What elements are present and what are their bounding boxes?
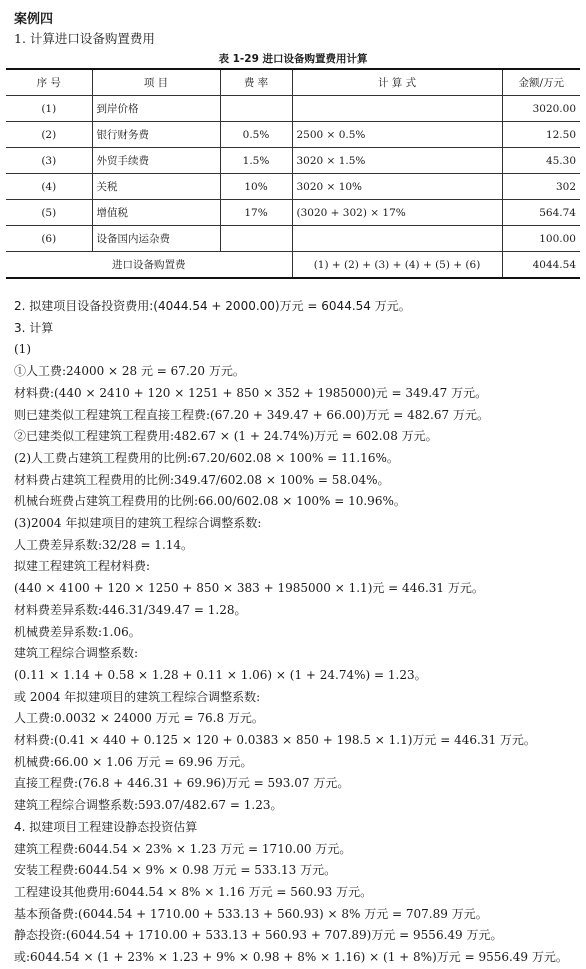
- cell-rate: [220, 226, 292, 252]
- header-rate: 费 率: [220, 69, 292, 96]
- cell-amount: 3020.00: [502, 96, 580, 122]
- cell-rate: 10%: [220, 174, 292, 200]
- cell-rate: [220, 96, 292, 122]
- cell-amount: 12.50: [502, 122, 580, 148]
- text-line: (1): [14, 342, 31, 357]
- cell-no: (5): [6, 200, 92, 226]
- header-formula: 计 算 式: [292, 69, 502, 96]
- text-line: 工程建设其他费用:6044.54 × 8% × 1.16 万元 = 560.93 万元。: [14, 884, 373, 899]
- text-line: 3. 计算: [14, 320, 54, 335]
- text-line: 材料费差异系数:446.31/349.47 = 1.28。: [14, 602, 247, 617]
- text-line: 2. 拟建项目设备投资费用:(4044.54 + 2000.00)万元 = 6044.54 万元。: [14, 299, 411, 313]
- cell-amount: 45.30: [502, 148, 580, 174]
- case-heading: 案例四: [14, 12, 54, 27]
- cell-no: (6): [6, 226, 92, 252]
- text-line: 则已建类似工程建筑工程直接工程费:(67.20 + 349.47 + 66.00)万元 = 482.67 万元。: [14, 407, 489, 422]
- text-line: 基本预备费:(6044.54 + 1710.00 + 533.13 + 560.93) × 8% 万元 = 707.89 万元。: [14, 906, 488, 921]
- table-row: [6, 148, 580, 174]
- cell-no: (4): [6, 174, 92, 200]
- cell-formula: [292, 226, 502, 252]
- cell-no: (2): [6, 122, 92, 148]
- cell-item: 到岸价格: [92, 96, 220, 122]
- cell-item: 关税: [92, 174, 220, 200]
- text-line: 人工费:0.0032 × 24000 万元 = 76.8 万元。: [14, 711, 264, 726]
- cell-rate: 17%: [220, 200, 292, 226]
- text-line: 人工费差异系数:32/28 = 1.14。: [14, 537, 194, 552]
- table-caption: 表 1-29 进口设备购置费用计算: [218, 53, 368, 65]
- header-item: 项 目: [92, 69, 220, 96]
- cell-item: 增值税: [92, 200, 220, 226]
- text-line: (2)人工费占建筑工程费用的比例:67.20/602.08 × 100% = 11.16%。: [14, 450, 399, 465]
- cell-formula: 2500 × 0.5%: [292, 122, 502, 148]
- text-line: 直接工程费:(76.8 + 446.31 + 69.96)万元 = 593.07 万元。: [14, 776, 350, 791]
- total-amount: 4044.54: [502, 252, 580, 279]
- cell-no: (3): [6, 148, 92, 174]
- text-line: 机械费差异系数:1.06。: [14, 624, 141, 639]
- table-row: [6, 226, 580, 252]
- table-total-row: [6, 252, 580, 279]
- table-header-row: [6, 69, 580, 96]
- cell-amount: 302: [502, 174, 580, 200]
- cell-formula: [292, 96, 502, 122]
- text-line: 或 2004 年拟建项目的建筑工程综合调整系数:: [14, 689, 261, 704]
- calculation-text: [14, 296, 580, 969]
- cost-table: [6, 68, 580, 279]
- table-row: [6, 174, 580, 200]
- text-line: 建筑工程综合调整系数:: [14, 646, 139, 661]
- cell-amount: 100.00: [502, 226, 580, 252]
- table-row: [6, 122, 580, 148]
- text-line: 建筑工程综合调整系数:593.07/482.67 = 1.23。: [14, 798, 283, 813]
- text-line: 机械台班费占建筑工程费用的比例:66.00/602.08 × 100% = 10.96%。: [14, 494, 406, 509]
- cell-item: 外贸手续费: [92, 148, 220, 174]
- cell-formula: (3020 + 302) × 17%: [292, 200, 502, 226]
- text-line: ①人工费:24000 × 28 元 = 67.20 万元。: [14, 364, 245, 379]
- text-line: 机械费:66.00 × 1.06 万元 = 69.96 万元。: [14, 754, 253, 769]
- cell-amount: 564.74: [502, 200, 580, 226]
- section-1-title: 1. 计算进口设备购置费用: [14, 31, 155, 46]
- cell-item: 银行财务费: [92, 122, 220, 148]
- cell-rate: 1.5%: [220, 148, 292, 174]
- total-label: 进口设备购置费: [6, 252, 292, 279]
- table-row: [6, 96, 580, 122]
- text-line: 安装工程费:6044.54 × 9% × 0.98 万元 = 533.13 万元。: [14, 863, 337, 878]
- text-line: 静态投资:(6044.54 + 1710.00 + 533.13 + 560.93 + 707.89)万元 = 9556.49 万元。: [14, 928, 503, 943]
- text-line: (440 × 4100 + 120 × 1250 + 850 × 383 + 1985000 × 1.1)元 = 446.31 万元。: [14, 581, 484, 596]
- text-line: 材料费占建筑工程费用的比例:349.47/602.08 × 100% = 58.04%。: [14, 472, 390, 487]
- total-formula: (1) + (2) + (3) + (4) + (5) + (6): [292, 252, 502, 279]
- text-line: 4. 拟建项目工程建设静态投资估算: [14, 819, 198, 834]
- text-line: 或:6044.54 × (1 + 23% × 1.23 + 9% × 0.98 + 8% × 1.16) × (1 + 8%)万元 = 9556.49 万元。: [14, 950, 568, 965]
- cell-formula: 3020 × 10%: [292, 174, 502, 200]
- text-line: 材料费:(440 × 2410 + 120 × 1251 + 850 × 352 + 1985000)元 = 349.47 万元。: [14, 385, 488, 400]
- cell-no: (1): [6, 96, 92, 122]
- header-amount: 金额/万元: [502, 69, 580, 96]
- text-line: 建筑工程费:6044.54 × 23% × 1.23 万元 = 1710.00 万元。: [14, 841, 352, 856]
- text-line: (3)2004 年拟建项目的建筑工程综合调整系数:: [14, 516, 262, 531]
- text-line: ②已建类似工程建筑工程费用:482.67 × (1 + 24.74%)万元 = 602.08 万元。: [14, 429, 438, 444]
- table-row: [6, 200, 580, 226]
- cell-item: 设备国内运杂费: [92, 226, 220, 252]
- text-line: 材料费:(0.41 × 440 + 0.125 × 120 + 0.0383 × 850 + 198.5 × 1.1)万元 = 446.31 万元。: [14, 733, 536, 748]
- text-line: 拟建工程建筑工程材料费:: [14, 559, 151, 574]
- cell-rate: 0.5%: [220, 122, 292, 148]
- cell-formula: 3020 × 1.5%: [292, 148, 502, 174]
- header-no: 序 号: [6, 69, 92, 96]
- text-line: (0.11 × 1.14 + 0.58 × 1.28 + 0.11 × 1.06) × (1 + 24.74%) = 1.23。: [14, 667, 427, 682]
